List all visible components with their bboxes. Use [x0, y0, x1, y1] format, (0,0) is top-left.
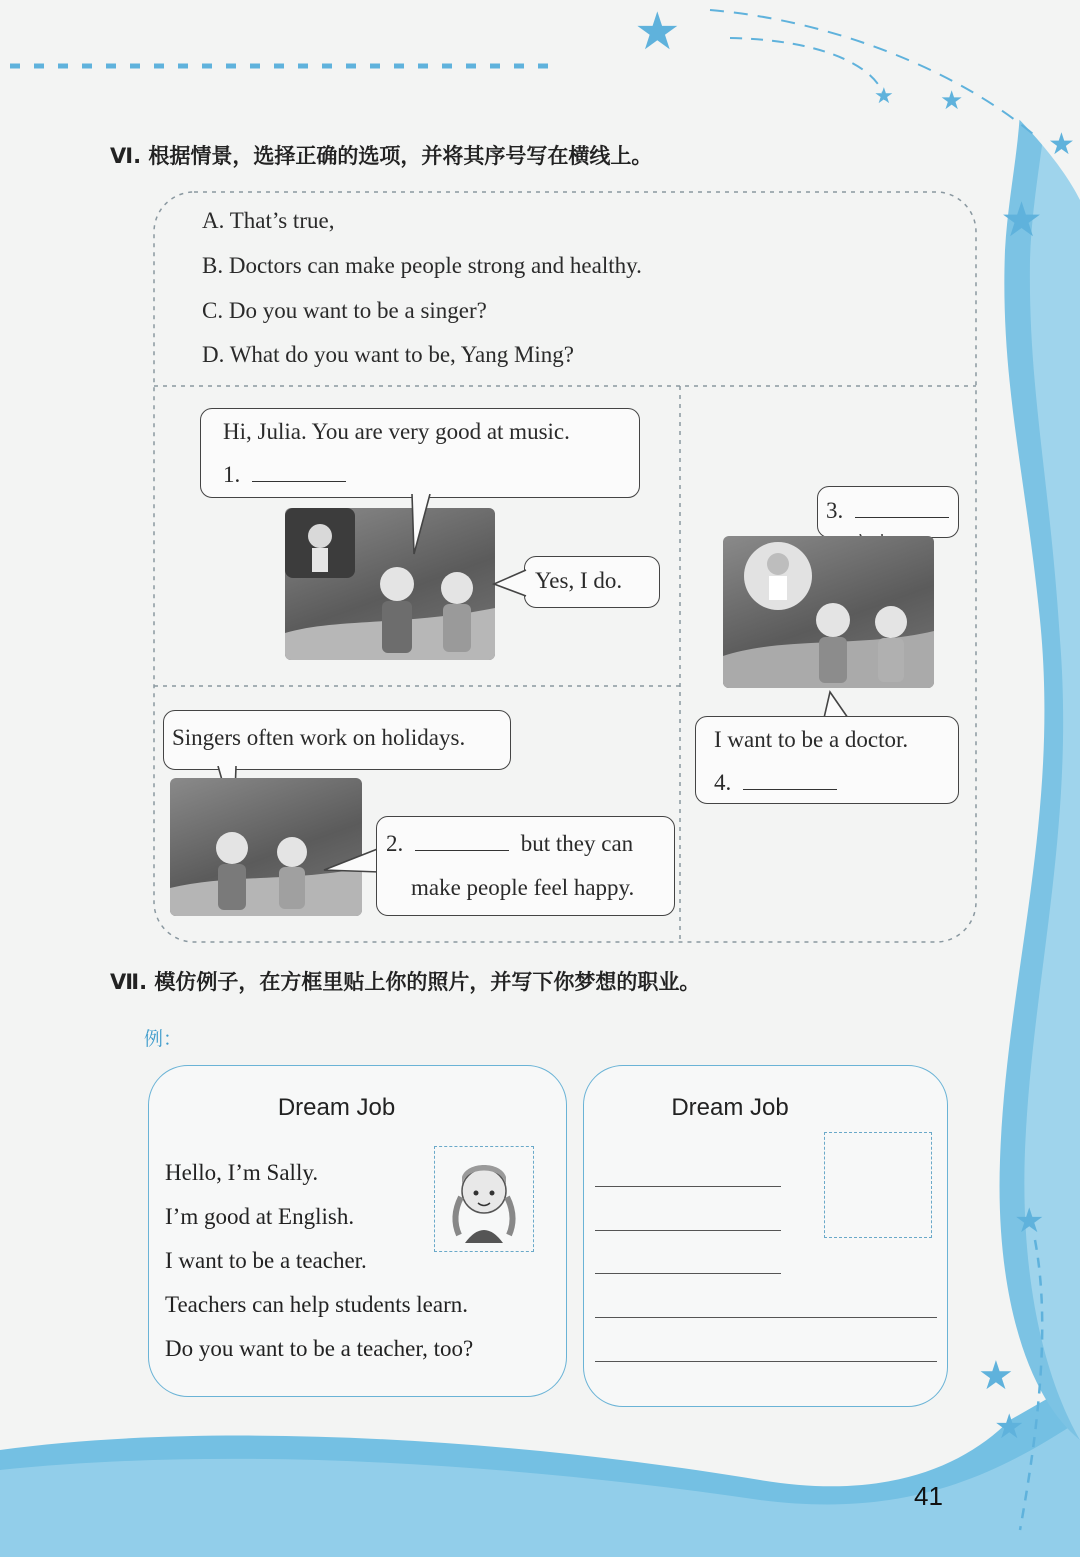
- page-number: 41: [914, 1481, 943, 1511]
- example-label: 例：: [144, 1028, 183, 1050]
- doctor-bubble: [695, 716, 959, 804]
- blank-1: [223, 462, 346, 488]
- singers-bubble: [163, 710, 511, 770]
- writing-line-5[interactable]: [595, 1361, 937, 1362]
- doctor-text: I want to be a doctor.: [714, 727, 909, 752]
- children-illustration: [285, 508, 495, 660]
- scene-image-doctor: [723, 536, 934, 688]
- reply-bubble-yes: [524, 556, 660, 608]
- example-line-4: Teachers can help students learn.: [165, 1292, 469, 1317]
- reply-bubble-tail: [492, 566, 528, 602]
- section-6-heading: Ⅵ. 根据情景，选择正确的选项，并将其序号写在横线上。: [110, 144, 653, 168]
- bubble-2-line2: make people feel happy.: [411, 875, 635, 900]
- example-line-3: I want to be a teacher.: [165, 1248, 367, 1273]
- reply-yes-text: Yes, I do.: [535, 568, 623, 593]
- blank-1-number: 1.: [223, 462, 241, 487]
- children-illustration: [723, 536, 934, 688]
- star-icon: ★: [1000, 192, 1044, 248]
- bubble-2-tail: [322, 842, 382, 882]
- option-b: B. Doctors can make people strong and healthy.: [202, 253, 642, 278]
- answer-line-3[interactable]: [855, 516, 949, 518]
- blank-2-number: 2.: [386, 831, 404, 856]
- section-7-heading: Ⅶ. 模仿例子，在方框里贴上你的照片，并写下你梦想的职业。: [110, 970, 701, 994]
- star-icon: ★: [978, 1353, 1014, 1399]
- speech-bubble-2: [376, 816, 675, 916]
- writing-line-3[interactable]: [595, 1273, 781, 1274]
- girl-portrait-illustration: [435, 1147, 533, 1251]
- answer-line-4[interactable]: [743, 788, 837, 790]
- option-d: D. What do you want to be, Yang Ming?: [202, 342, 575, 367]
- example-line-5: Do you want to be a teacher, too?: [165, 1336, 474, 1361]
- star-icon: ★: [1048, 127, 1075, 162]
- answer-line-1[interactable]: [252, 480, 346, 482]
- blank-card-title: Dream Job: [671, 1094, 789, 1121]
- star-icon: ★: [994, 1407, 1025, 1447]
- example-card-title: Dream Job: [277, 1094, 396, 1121]
- star-icon: ★: [874, 84, 894, 109]
- star-icon: ★: [634, 2, 681, 62]
- blank-3: [826, 498, 949, 524]
- example-line-1: Hello, I’m Sally.: [165, 1160, 319, 1185]
- blank-4-number: 4.: [714, 770, 732, 795]
- singers-text: Singers often work on holidays.: [172, 725, 466, 750]
- answer-line-2[interactable]: [415, 849, 509, 851]
- blank-2: [386, 831, 633, 857]
- star-icon: ★: [1014, 1201, 1045, 1241]
- example-card: [148, 1065, 567, 1397]
- blank-card: [583, 1065, 948, 1407]
- option-a: A. That’s true,: [202, 208, 335, 233]
- bubble-2-tail-text: but they can: [520, 831, 634, 856]
- bubble-1-tail: [408, 494, 438, 556]
- speech-bubble-1: [200, 408, 640, 498]
- option-c: C. Do you want to be a singer?: [202, 298, 487, 323]
- speech-bubble-3: [817, 486, 959, 538]
- scene-image-singer: [285, 508, 495, 660]
- star-icon: ★: [940, 86, 964, 116]
- blank-3-number: 3.: [826, 498, 844, 523]
- example-line-2: I’m good at English.: [165, 1204, 355, 1229]
- writing-line-1[interactable]: [595, 1186, 781, 1187]
- writing-line-2[interactable]: [595, 1230, 781, 1231]
- example-photo-frame: [434, 1146, 534, 1252]
- bubble-1-text: Hi, Julia. You are very good at music.: [223, 419, 570, 444]
- blank-4: [714, 770, 837, 796]
- photo-paste-frame[interactable]: [824, 1132, 932, 1238]
- writing-line-4[interactable]: [595, 1317, 937, 1318]
